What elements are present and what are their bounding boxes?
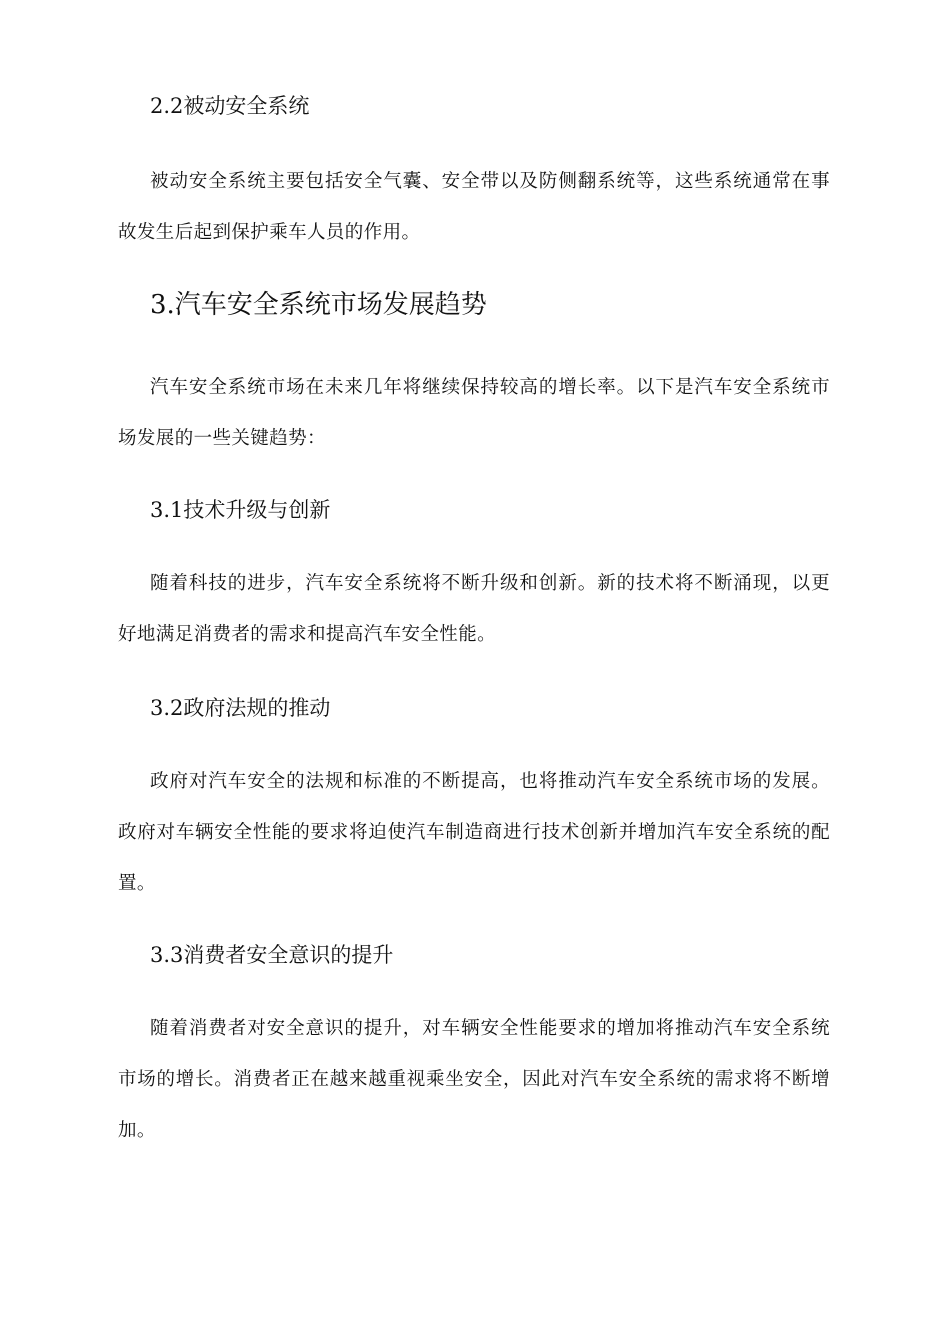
heading-3-2: 3.2政府法规的推动 [150, 696, 331, 720]
paragraph-3-3: 随着消费者对安全意识的提升，对车辆安全性能要求的增加将推动汽车安全系统市场的增长。消费者正在越来越重视乘坐安全，因此对汽车安全系统的需求将不断增加。 [118, 1018, 830, 1141]
heading-3-3: 3.3消费者安全意识的提升 [150, 943, 394, 967]
heading-3: 3.汽车安全系统市场发展趋势 [150, 290, 487, 320]
paragraph-3-1: 随着科技的进步，汽车安全系统将不断升级和创新。新的技术将不断涌现，以更好地满足消费者的需求和提高汽车安全性能。 [118, 573, 830, 645]
heading-2-2: 2.2被动安全系统 [150, 94, 310, 118]
paragraph-3-2: 政府对汽车安全的法规和标准的不断提高，也将推动汽车安全系统市场的发展。政府对车辆安全性能的要求将迫使汽车制造商进行技术创新并增加汽车安全系统的配置。 [118, 771, 830, 894]
heading-3-1: 3.1技术升级与创新 [150, 498, 331, 522]
paragraph-3: 汽车安全系统市场在未来几年将继续保持较高的增长率。以下是汽车安全系统市场发展的一些关键趋势： [118, 377, 830, 449]
paragraph-2-2: 被动安全系统主要包括安全气囊、安全带以及防侧翻系统等，这些系统通常在事故发生后起到保护乘车人员的作用。 [118, 171, 830, 243]
